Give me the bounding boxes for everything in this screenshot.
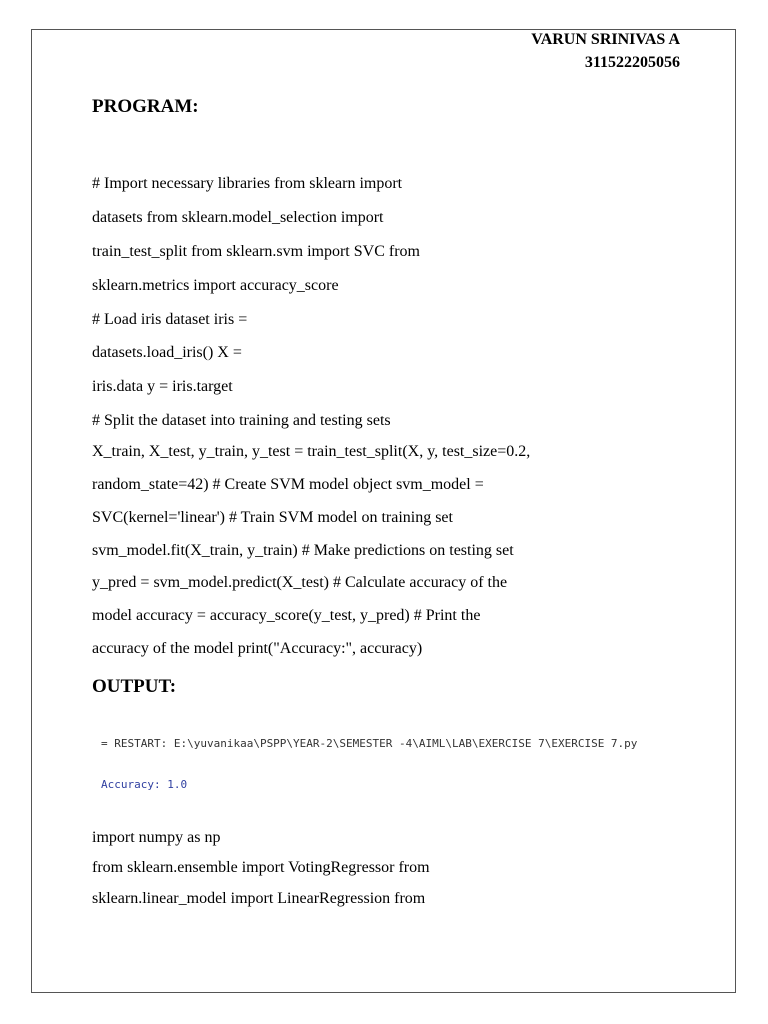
program-line: X_train, X_test, y_train, y_test = train_test_split(X, y, test_size=0.2, (92, 443, 531, 460)
program-line: # Split the dataset into training and testing sets (92, 412, 391, 429)
program2-line: import numpy as np (92, 829, 221, 846)
program2-line: from sklearn.ensemble import VotingRegressor from (92, 859, 430, 876)
shell-restart-line: = RESTART: E:\yuvanikaa\PSPP\YEAR-2\SEMESTER -4\AIML\LAB\EXERCISE 7\EXERCISE 7.py (101, 737, 638, 750)
program-line: SVC(kernel='linear') # Train SVM model on training set (92, 509, 453, 526)
student-name: VARUN SRINIVAS A (531, 31, 680, 48)
program-line: y_pred = svm_model.predict(X_test) # Calculate accuracy of the (92, 574, 508, 591)
program-line: datasets from sklearn.model_selection import (92, 209, 384, 226)
program-heading: PROGRAM: (92, 96, 199, 117)
program-line: model accuracy = accuracy_score(y_test, y_pred) # Print the (92, 607, 481, 624)
program-line: accuracy of the model print("Accuracy:", accuracy) (92, 640, 423, 657)
program-line: # Load iris dataset iris = (92, 311, 248, 328)
program-line: train_test_split from sklearn.svm import SVC from (92, 243, 420, 260)
program-line: sklearn.metrics import accuracy_score (92, 277, 339, 294)
program-line: svm_model.fit(X_train, y_train) # Make predictions on testing set (92, 542, 514, 559)
program-line: datasets.load_iris() X = (92, 344, 242, 361)
program-line: iris.data y = iris.target (92, 378, 233, 395)
program2-line: sklearn.linear_model import LinearRegression from (92, 890, 426, 907)
program-line: random_state=42) # Create SVM model object svm_model = (92, 476, 484, 493)
output-heading: OUTPUT: (92, 676, 177, 697)
shell-output (101, 710, 637, 805)
student-id: 311522205056 (584, 54, 680, 71)
shell-result-line: Accuracy: 1.0 (101, 777, 188, 791)
program-line: # Import necessary libraries from sklearn import (92, 175, 403, 192)
